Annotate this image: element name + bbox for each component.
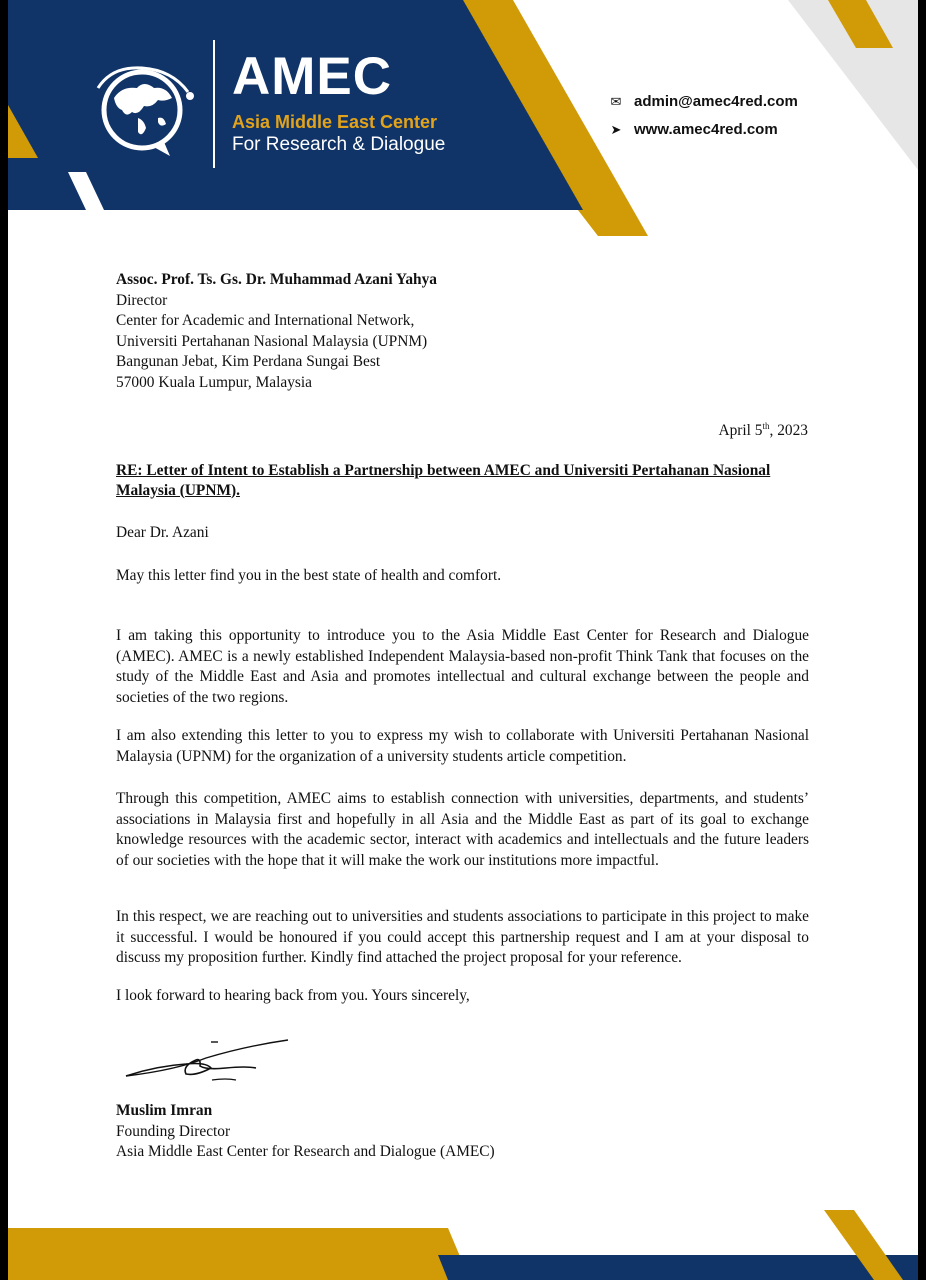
- footer-graphics: [8, 1200, 918, 1280]
- recipient-address: [116, 270, 636, 393]
- globe-icon: [92, 58, 202, 158]
- date-suffix: th: [762, 421, 770, 431]
- handwritten-signature: [116, 1036, 296, 1086]
- logo-tagline: For Research & Dialogue: [232, 134, 446, 155]
- recipient-line: Bangunan Jebat, Kim Perdana Sungai Best: [116, 353, 381, 370]
- date-day: April 5: [718, 422, 763, 440]
- logo-title: AMEC: [232, 47, 393, 106]
- amec-logo: [92, 40, 512, 170]
- recipient-line: Director: [116, 291, 168, 309]
- footer-navy-band: [438, 1255, 918, 1280]
- logo-divider: [213, 40, 215, 168]
- recipient-line: Universiti Pertahanan Nasional Malaysia (UPNM): [116, 332, 428, 350]
- letter-date: [718, 421, 808, 440]
- logo-subtitle: Asia Middle East Center: [232, 112, 438, 132]
- email-text[interactable]: admin@amec4red.com: [634, 93, 798, 110]
- signer-name: Muslim Imran: [116, 1102, 213, 1119]
- cursor-icon: ➤: [610, 122, 622, 137]
- greeting: May this letter find you in the best state of health and comfort.: [116, 567, 502, 584]
- recipient-name: Assoc. Prof. Ts. Gs. Dr. Muhammad Azani Yahya: [116, 271, 437, 288]
- date-year: , 2023: [769, 422, 808, 440]
- body-paragraph: I am also extending this letter to you to express my wish to collaborate with Universiti Pertahanan Nasional Malaysia (UPNM) for the organization of a university students article competition.: [116, 727, 809, 765]
- body-paragraph: I am taking this opportunity to introduce you to the Asia Middle East Center for Research and Dialogue (AMEC). AMEC is a newly established Independent Malaysia-based non-profit Think Tank that focuses on the study of the Middle East and Asia and promotes intellectual and cultural exchange between the people and societies of the two regions.: [116, 627, 809, 706]
- closing-line: I look forward to hearing back from you. Yours sincerely,: [116, 987, 470, 1004]
- subject-line: RE: Letter of Intent to Establish a Partnership between AMEC and Universiti Pertahanan Nasional Malaysia (UPNM).: [116, 462, 771, 499]
- body-paragraph: Through this competition, AMEC aims to establish connection with universities, departments, and students’ associations in Malaysia first and hopefully in all Asia and the Middle East as part of its goal to exchange knowledge resources with the academic sector, interact with academics and intellectuals and the future leaders of our societies with the hope that it will make the work our institutions more impactful.: [116, 790, 809, 869]
- letter-page: [8, 0, 918, 1280]
- salutation: Dear Dr. Azani: [116, 524, 209, 541]
- signer-block: [116, 1101, 495, 1163]
- recipient-line: Center for Academic and International Network,: [116, 312, 415, 329]
- recipient-line: 57000 Kuala Lumpur, Malaysia: [116, 373, 312, 391]
- contact-email: [608, 93, 798, 110]
- signer-organization: Asia Middle East Center for Research and Dialogue (AMEC): [116, 1143, 495, 1160]
- signer-title: Founding Director: [116, 1122, 231, 1140]
- body-paragraph: In this respect, we are reaching out to universities and students associations to participate in this project to make it successful. I would be honoured if you could accept this partnership request and I am at your disposal to discuss my proposition further. Kindly find attached the project proposal for your reference.: [116, 908, 809, 966]
- website-text[interactable]: www.amec4red.com: [634, 121, 778, 138]
- envelope-icon: ✉: [610, 94, 622, 109]
- footer-gold-band: [8, 1228, 470, 1280]
- contact-website: [608, 121, 778, 138]
